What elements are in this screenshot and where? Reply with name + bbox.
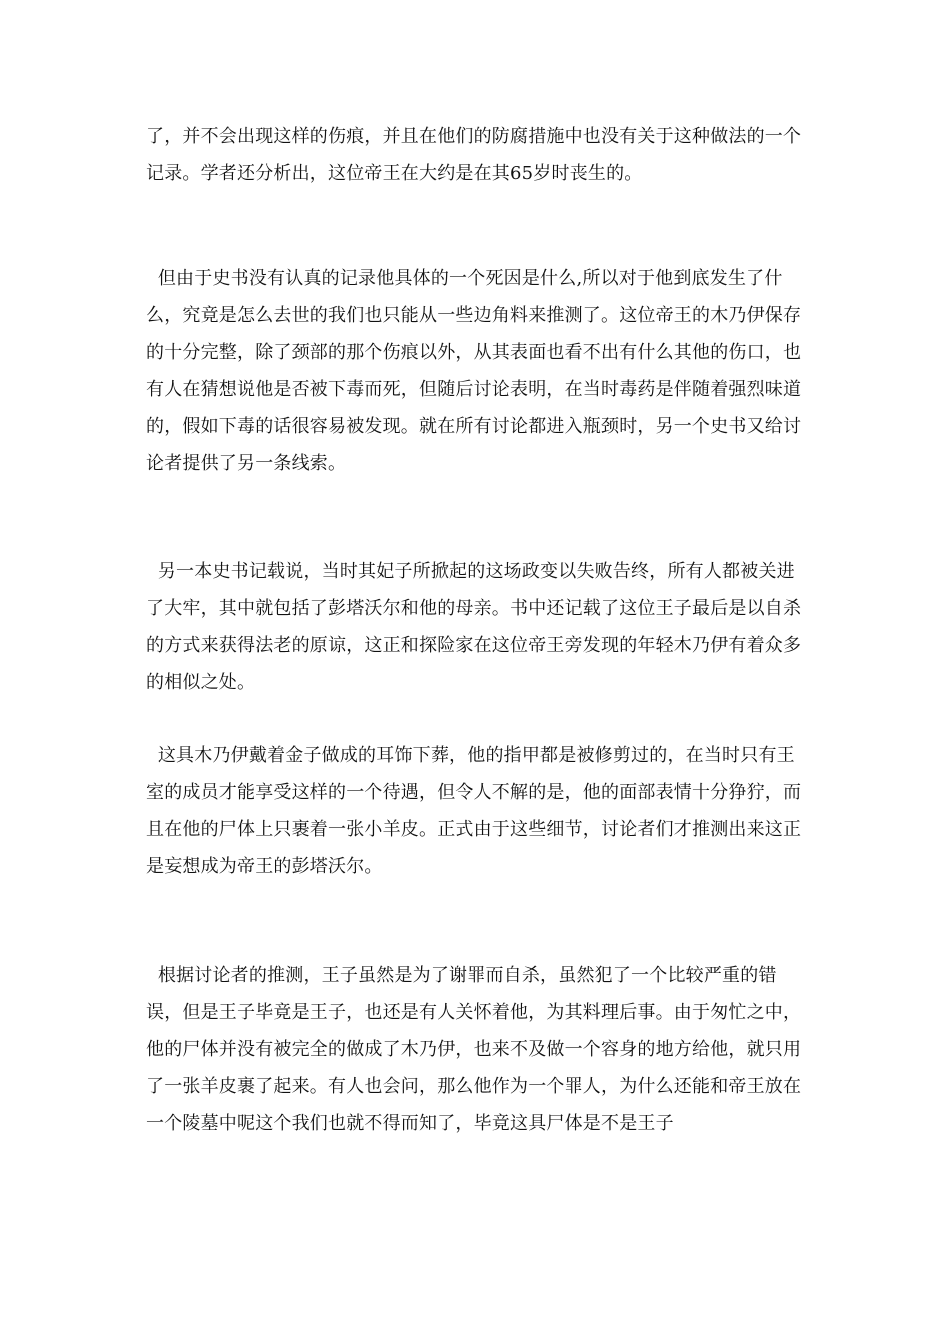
paragraph-5: 根据讨论者的推测，王子虽然是为了谢罪而自杀，虽然犯了一个比较严重的错误，但是王子毕竟是王子，也还是有人关怀着他，为其料理后事。由于匆忙之中，他的尸体并没有被完全的做成了木乃伊，也来不及做一个容身的地方给他，就只用了一张羊皮裹了起来。有人也会问，那么他作为一个罪人，为什么还能和帝王放在一个陵墓中呢这个我们也就不得而知了，毕竟这具尸体是不是王子 bbox=[146, 965, 802, 1134]
paragraph-2: 但由于史书没有认真的记录他具体的一个死因是什么,所以对于他到底发生了什么，究竟是怎么去世的我们也只能从一些边角料来推测了。这位帝王的木乃伊保存的十分完整，除了颈部的那个伤痕以外，从其表面也看不出有什么其他的伤口，也有人在猜想说他是否被下毒而死，但随后讨论表明，在当时毒药是伴随着强烈味道的，假如下毒的话很容易被发现。就在所有讨论都进入瓶颈时，另一个史书又给讨论者提供了另一条线索。 bbox=[146, 268, 802, 474]
paragraph-3: 另一本史书记载说，当时其妃子所掀起的这场政变以失败告终，所有人都被关进了大牢，其中就包括了彭塔沃尔和他的母亲。书中还记载了这位王子最后是以自杀的方式来获得法老的原谅，这正和探险家在这位帝王旁发现的年轻木乃伊有着众多的相似之处。 bbox=[146, 561, 802, 693]
paragraph-4: 这具木乃伊戴着金子做成的耳饰下葬，他的指甲都是被修剪过的，在当时只有王室的成员才能享受这样的一个待遇，但令人不解的是，他的面部表情十分狰狞，而且在他的尸体上只裹着一张小羊皮。正式由于这些细节，讨论者们才推测出来这正是妄想成为帝王的彭塔沃尔。 bbox=[146, 745, 802, 877]
paragraph-1: 了，并不会出现这样的伤痕，并且在他们的防腐措施中也没有关于这种做法的一个记录。学者还分析出，这位帝王在大约是在其65岁时丧生的。 bbox=[146, 126, 802, 184]
